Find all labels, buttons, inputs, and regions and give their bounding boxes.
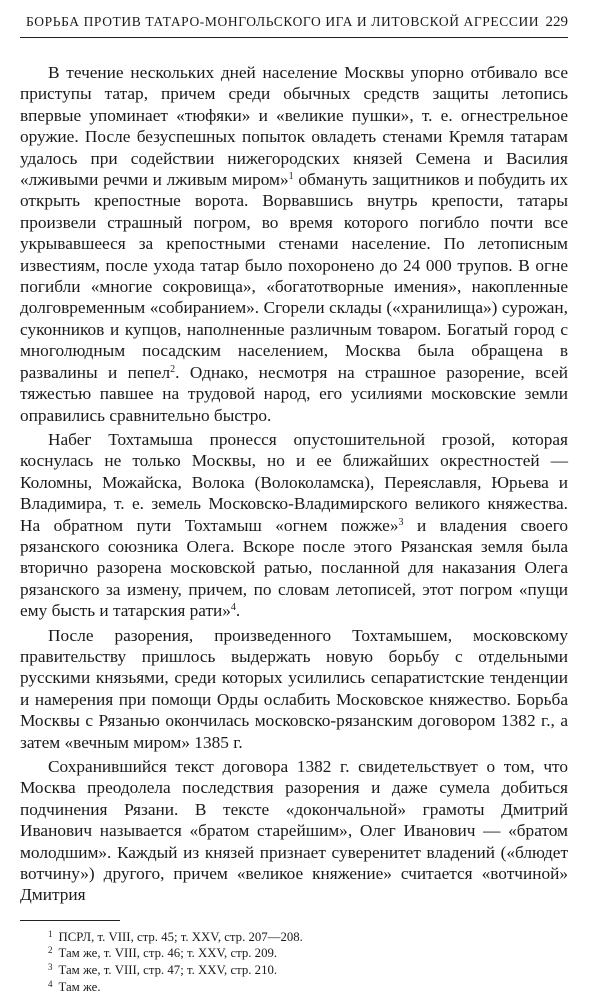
- footnote-text: ПСРЛ, т. VIII, стр. 45; т. XXV, стр. 207—208.: [58, 929, 303, 944]
- page-number: 229: [545, 14, 568, 30]
- footnote-ref-3: 3: [398, 516, 404, 528]
- paragraph-2-part-b: и владения своего рязанского союзника Олега. Вскоре после этого Рязанская земля была вторично разорена московской ратью, посланной для наказания Олега рязанского за измену, причем, по словам летописей, этот погром «пущи ему бысть и татарския рати»: [20, 515, 568, 621]
- footnote-mark: 4: [48, 978, 53, 989]
- footnote-2: [48, 945, 568, 962]
- paragraph-3: После разорения, произведенного Тохтамышем, московскому правительству пришлось выдержать новую борьбу с отдельными русскими князьями, среди которых усилились сепаратистские тенденции и намерения при помощи Орды ослабить Московское княжество. Борьба Москвы с Рязанью окончилась московско-рязанским договором 1382 г., а затем «вечным миром» 1385 г.: [20, 625, 568, 752]
- footnote-ref-2: 2: [170, 363, 176, 375]
- footnote-mark: 2: [48, 945, 53, 956]
- paragraph-1: [20, 62, 568, 426]
- footnote-mark: 3: [48, 962, 53, 973]
- footnote-text: Там же, т. VIII, стр. 47; т. XXV, стр. 210.: [58, 963, 278, 978]
- footnote-mark: 1: [48, 928, 53, 939]
- footnote-text: Там же.: [58, 979, 101, 994]
- footnote-1: [48, 929, 568, 946]
- footnote-4: [48, 979, 568, 995]
- main-text: [20, 62, 568, 906]
- paragraph-1-part-b: обмануть защитников и побудить их открыть крепостные ворота. Ворвавшись внутрь крепости, татары произвели страшный погром, во время которого погибло почти все укрывавшееся за крепостными стенами население. По летописным известиям, после ухода татар было похоронено до 24 000 трупов. В огне погибли «многие сокровища», «богатотворные имения», накопленные долговременным «собиранием». Сгорели склады («хранилища») сурожан, суконников и купцов, наполненные различным товаром. Богатый город с многолюдным посадским населением, Москва была обращена в развалины и пепел: [20, 170, 568, 382]
- footnote-ref-4: 4: [230, 602, 236, 614]
- paragraph-2-part-a: Набег Тохтамыша пронесся опустошительной грозой, которая коснулась не только Москвы, но и ее ближайших окрестностей — Коломны, Можайска, Волока (Волоколамска), Переяславля, Юрьева и Владимира, т. е. земель Московско-Владимирского великого княжества. На обратном пути Тохтамыш «огнем пожже»: [20, 429, 568, 535]
- footnote-ref-1: 1: [288, 171, 294, 183]
- footnote-3: [48, 962, 568, 979]
- footnote-text: Там же, т. VIII, стр. 46; т. XXV, стр. 209.: [58, 946, 278, 961]
- running-header: [20, 14, 568, 38]
- footnote-divider: [20, 920, 120, 921]
- paragraph-2: [20, 429, 568, 622]
- paragraph-1-part-a: В течение нескольких дней население Москвы упорно отбивало все приступы татар, причем среди обычных средств защиты летопись впервые упоминает «тюфяки» и «великие пушки», т. е. огнестрельное оружие. После безуспешных попыток овладеть стенами Кремля татарам удалось при содействии нижегородских князей Семена и Василия «лживыми речми и лживым миром»: [20, 63, 568, 190]
- paragraph-1-part-c: . Однако, несмотря на страшное разорение, всей тяжестью павшее на трудовой народ, его усилиями московские земли оправились сравнительно быстро.: [20, 362, 568, 425]
- running-title: БОРЬБА ПРОТИВ ТАТАРО-МОНГОЛЬСКОГО ИГА И ЛИТОВСКОЙ АГРЕССИИ: [26, 14, 540, 29]
- footnotes: [20, 929, 568, 995]
- paragraph-4: Сохранившийся текст договора 1382 г. свидетельствует о том, что Москва преодолела последствия разорения и даже сумела добиться подчинения Рязани. В тексте «докончальной» грамоты Дмитрий Иванович называется «братом старейшим», Олег Иванович — «братом молодшим». Каждый из князей признает суверенитет владений («блюдет вотчину») другого, причем «великое княжение» считается «вотчиной» Дмитрия: [20, 757, 568, 905]
- paragraph-2-part-c: .: [235, 601, 241, 621]
